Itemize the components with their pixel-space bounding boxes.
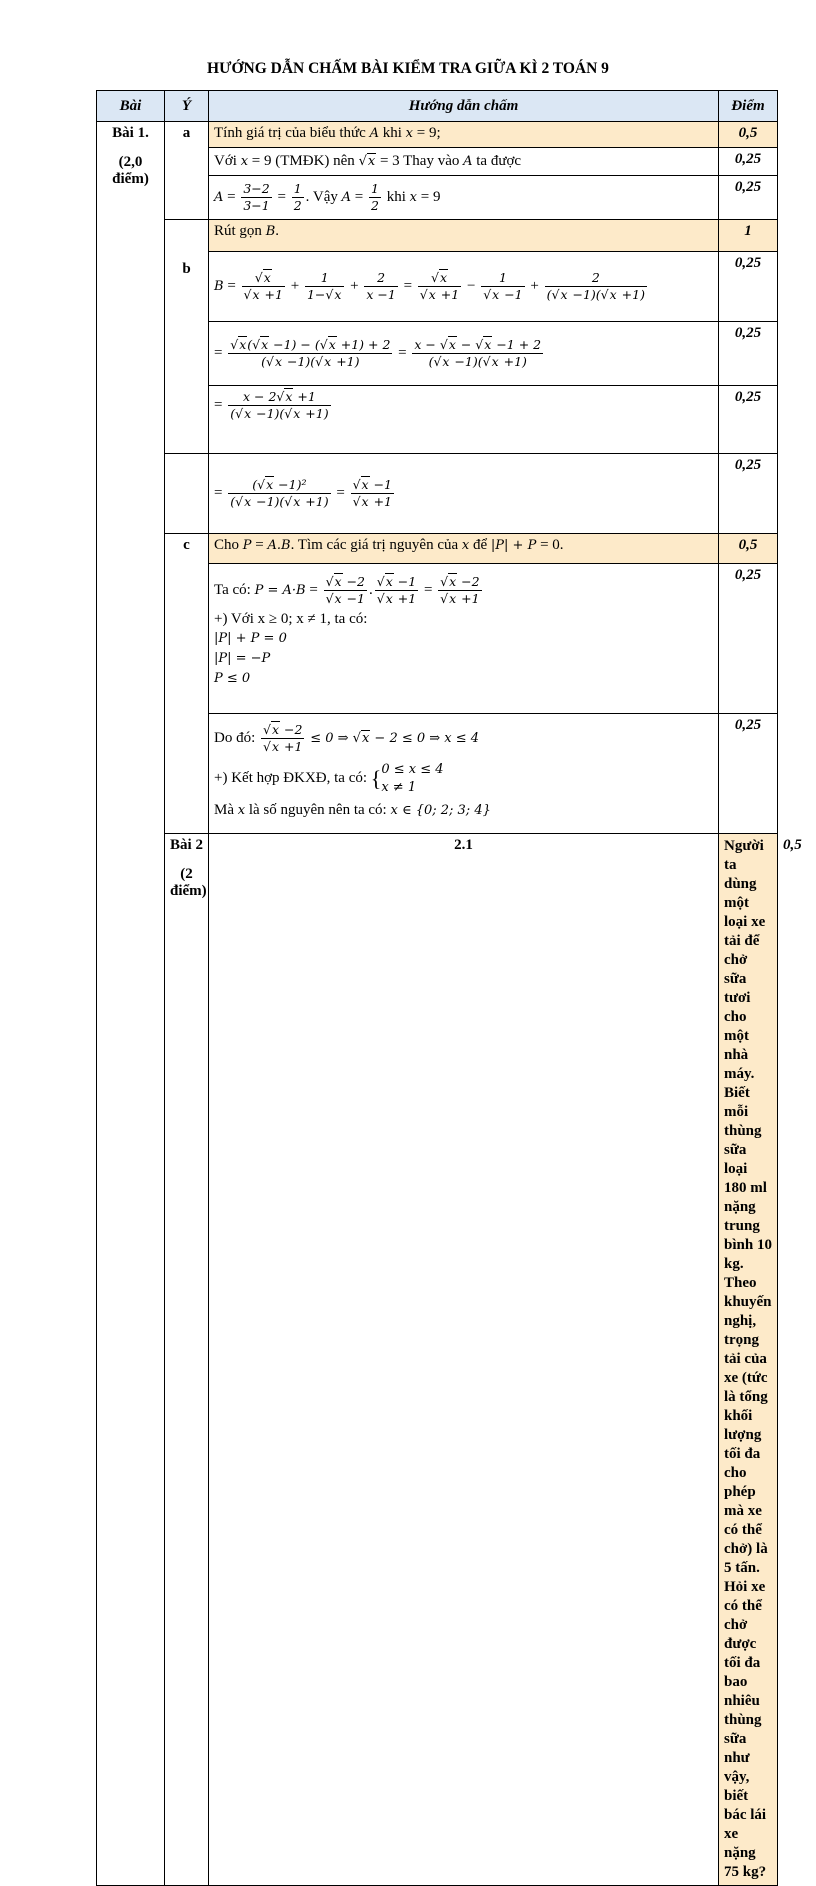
page-title: HƯỚNG DẪN CHẤM BÀI KIỂM TRA GIỮA KÌ 2 TOÁN 9 bbox=[207, 60, 609, 77]
grading-table bbox=[96, 90, 802, 1886]
table-row bbox=[97, 122, 778, 148]
part-c: c bbox=[165, 534, 209, 834]
score-b5: 0,25 bbox=[719, 454, 778, 534]
score-b2: 0,25 bbox=[719, 252, 778, 322]
score-a2: 0,25 bbox=[719, 148, 778, 176]
part-2-1: 2.1 bbox=[209, 834, 719, 1886]
score-b1: 1 bbox=[719, 220, 778, 252]
header-y: Ý bbox=[165, 91, 209, 122]
bai1-label: Bài 1. bbox=[112, 125, 149, 141]
row-b2: B = $\frac{√x}{√x +1}$ + $\frac{1}{1-√x}$ + $\frac{2}{x -1}$ = $\frac{√x}{√x +1}$ − $\frac{1}{√x -1}$ + $\frac{2}{(√x -1)(√x +1)}$ bbox=[209, 252, 719, 322]
score-c3: 0,25 bbox=[719, 714, 778, 834]
row-b5: = $\frac{\text{(√x −1)²}}{(√x -1)(√x +1)}$ = $\frac{√x -1}{√x +1}$ bbox=[209, 454, 719, 534]
row-c3 bbox=[209, 714, 719, 834]
bai2-cell bbox=[165, 834, 209, 1886]
score-a3: 0,25 bbox=[719, 176, 778, 220]
score-b3: 0,25 bbox=[719, 322, 778, 386]
c3-line2: +) Kết hợp ĐKXĐ, ta có: {0 ≤ x ≤ 4 x ≠ 1 bbox=[214, 761, 444, 795]
table-row: Bài 2 (2 điểm) 2.1 Người ta dùng một loại xe tải để chở sữa tươi cho một nhà máy. Biết mỗi thùng sữa loại 180 ml nặng trung bình 10 kg. Theo khuyến nghị, trọng tải của xe (tức là tổng khối lượng tối đa cho phép mà xe có thể chở) là 5 tấn. Hỏi xe có thể chở được tối đa bao nhiêu thùng sữa như vậy, biết bác lái xe nặng 75 kg? 0,5 bbox=[97, 834, 778, 1886]
part-a: a bbox=[165, 122, 209, 220]
row-p21: Người ta dùng một loại xe tải để chở sữa tươi cho một nhà máy. Biết mỗi thùng sữa loại 180 ml nặng trung bình 10 kg. Theo khuyến nghị, trọng tải của xe (tức là tổng khối lượng tối đa cho phép mà xe có thể chở) là 5 tấn. Hỏi xe có thể chở được tối đa bao nhiêu thùng sữa như vậy, biết bác lái xe nặng 75 kg? bbox=[719, 834, 778, 1886]
row-b1: Rút gọn B. bbox=[209, 220, 719, 252]
row-c2 bbox=[209, 564, 719, 714]
header-row bbox=[97, 91, 778, 122]
table-row bbox=[97, 454, 778, 534]
header-diem: Điểm bbox=[719, 91, 778, 122]
score-b4: 0,25 bbox=[719, 386, 778, 454]
row-c1: Cho P = A.B. Tìm các giá trị nguyên của x để |P| + P = 0. bbox=[209, 534, 719, 564]
bai2-points: (2 điểm) bbox=[170, 866, 207, 899]
score-c1: 0,5 bbox=[719, 534, 778, 564]
bai1-points: (2,0 điểm) bbox=[112, 154, 149, 187]
bai2-label: Bài 2 bbox=[170, 837, 203, 853]
empty-part-cell bbox=[165, 454, 209, 534]
header-guide: Hướng dẫn chấm bbox=[209, 91, 719, 122]
c3-line3: Mà x là số nguyên nên ta có: x ∈ {0; 2; 3; 4} bbox=[214, 801, 491, 818]
c3-line1: Do đó: $\frac{√x -2}{√x +1}$ ≤ 0 ⇒ √x − 2 ≤ 0 ⇒ x ≤ 4 bbox=[214, 722, 480, 755]
c2-line2: +) Với x ≥ 0; x ≠ 1, ta có: bbox=[214, 611, 368, 627]
score-c2: 0,25 bbox=[719, 564, 778, 714]
c2-line5: P ≤ 0 bbox=[214, 671, 251, 686]
table-row bbox=[97, 534, 778, 564]
c2-line4: |P| = −P bbox=[214, 651, 271, 666]
c2-line3: |P| + P = 0 bbox=[214, 631, 287, 646]
part-b: b bbox=[182, 261, 191, 277]
part-b-cell bbox=[165, 220, 209, 454]
c2-line1: Ta có: P = A·B = $\frac{√x -2}{√x -1}$ . $\frac{√x -1}{√x +1}$ = $\frac{√x -2}{√x +1}$ bbox=[214, 574, 480, 607]
row-a3: A = $\frac{3-2}{3-1}$ = $\frac{1}{2}$ . Vậy A = $\frac{1}{2}$ khi x = 9 bbox=[209, 176, 719, 220]
row-a2: Với x = 9 (TMĐK) nên √x = 3 Thay vào A ta được bbox=[209, 148, 719, 176]
score-a1: 0,5 bbox=[719, 122, 778, 148]
row-a1: Tính giá trị của biểu thức A khi x = 9; bbox=[209, 122, 719, 148]
header-bai: Bài bbox=[97, 91, 165, 122]
row-b4: = $\frac{x - 2√x +1}{(√x -1)(√x +1)}$ bbox=[209, 386, 719, 454]
row-b3: = $\frac{√x(√x -1) - (√x +1) + 2}{(√x -1)(√x +1)}$ = $\frac{x - √x - √x -1 + 2}{(√x -1)(√x +1)}$ bbox=[209, 322, 719, 386]
bai1-cell bbox=[97, 122, 165, 1886]
table-row bbox=[97, 220, 778, 252]
